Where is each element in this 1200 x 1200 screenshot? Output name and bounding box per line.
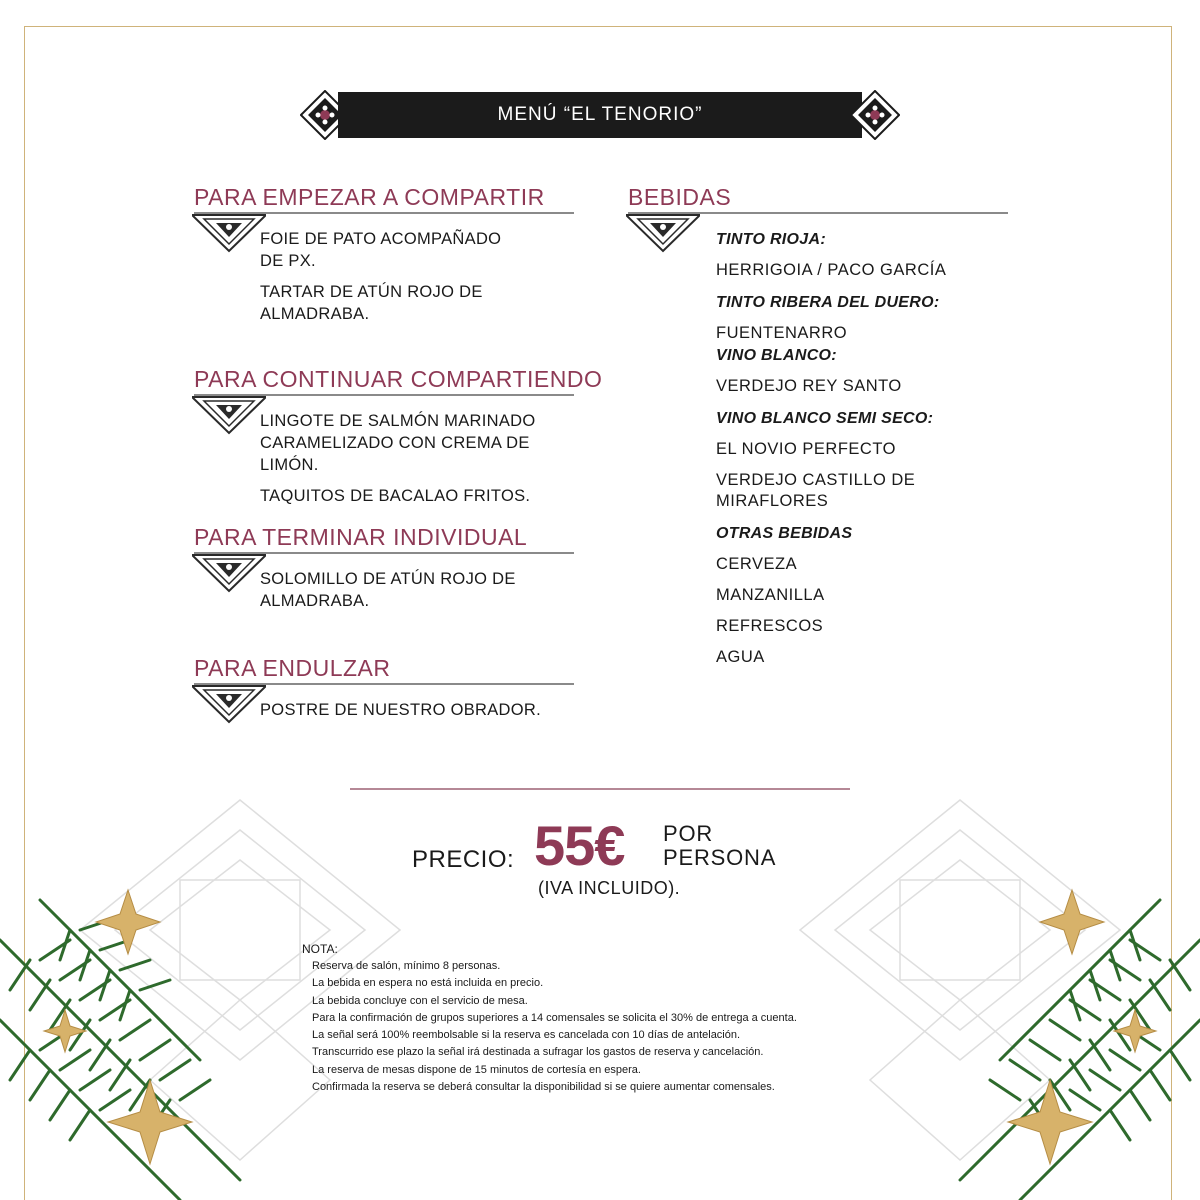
price-unit-line: POR [663,821,714,846]
note-line: La señal será 100% reembolsable si la reserva es cancelada con 10 días de antelación. [312,1029,741,1042]
section-ornament-icon [192,553,266,593]
drink-group-label: TINTO RIOJA: [716,231,826,248]
note-line: Para la confirmación de grupos superiores a 14 comensales se solicita el 30% de entrega a cuenta. [312,1011,797,1024]
menu-item: TARTAR DE ATÚN ROJO DE ALMADRABA. [260,283,483,323]
note-line: La bebida concluye con el servicio de mesa. [312,994,528,1007]
drink-item: REFRESCOS [716,617,824,635]
price-divider [350,788,850,790]
drink-item: EL NOVIO PERFECTO [716,440,896,458]
section-title: PARA EMPEZAR A COMPARTIR [194,184,545,210]
drink-group [716,292,946,344]
drink-item: VERDEJO REY SANTO [716,377,902,395]
drink-item: AGUA [716,648,765,666]
menu-item: SOLOMILLO DE ATÚN ROJO DE ALMADRABA. [260,570,516,610]
drink-group [716,345,946,397]
note-line: La reserva de mesas dispone de 15 minutos de cortesía en espera. [312,1063,641,1076]
section-title: PARA ENDULZAR [194,655,391,681]
drink-group-label: VINO BLANCO SEMI SECO: [716,410,934,427]
drink-item: HERRIGOIA / PACO GARCÍA [716,261,947,279]
drink-group [716,229,946,281]
note-title: NOTA: [302,942,338,956]
section-ornament-icon [626,213,700,253]
menu-item: LINGOTE DE SALMÓN MARINADO CARAMELIZADO CON CREMA DE LIMÓN. [260,412,536,474]
section-ornament-icon [192,213,266,253]
section-empezar [194,184,574,323]
note-line: Transcurrido ese plazo la señal irá destinada a sufragar los gastos de reserva y cancelación. [312,1046,764,1059]
drink-item: MANZANILLA [716,586,825,604]
drink-group [716,523,946,668]
price-label: PRECIO: [412,846,515,873]
section-ornament-icon [192,684,266,724]
drink-item: CERVEZA [716,555,798,573]
drink-group-label: OTRAS BEBIDAS [716,525,853,542]
menu-item: TAQUITOS DE BACALAO FRITOS. [260,487,531,505]
drink-item: FUENTENARRO [716,324,848,342]
section-terminar [194,524,574,610]
price-unit-line: PERSONA [663,845,777,870]
drink-item: VERDEJO CASTILLO DE MIRAFLORES [716,471,916,510]
note-line: La bebida en espera no está incluida en precio. [312,977,544,990]
menu-item: POSTRE DE NUESTRO OBRADOR. [260,701,542,719]
section-title: PARA CONTINUAR COMPARTIENDO [194,366,603,392]
section-bebidas [628,184,1008,214]
drink-group [716,408,946,512]
section-ornament-icon [192,395,266,435]
price-value: 55€ [534,814,625,877]
section-endulzar [194,655,574,719]
section-title: BEBIDAS [628,184,732,210]
section-title: PARA TERMINAR INDIVIDUAL [194,524,528,550]
menu-item: FOIE DE PATO ACOMPAÑADO DE PX. [260,230,502,270]
menu-title-banner: MENÚ “EL TENORIO” [338,92,862,138]
drinks-list [716,229,946,679]
drink-group-label: TINTO RIBERA DEL DUERO: [716,294,940,311]
price-unit [663,822,776,870]
banner-ornament-right-icon [850,90,900,140]
note-line: Confirmada la reserva se deberá consultar la disponibilidad si se quiere aumentar comensales. [312,1081,775,1094]
drink-group-label: VINO BLANCO: [716,347,837,364]
note-block [302,942,797,1096]
note-line: Reserva de salón, mínimo 8 personas. [312,960,501,972]
section-continuar [194,366,603,505]
price-iva: (IVA INCLUIDO). [538,878,681,898]
